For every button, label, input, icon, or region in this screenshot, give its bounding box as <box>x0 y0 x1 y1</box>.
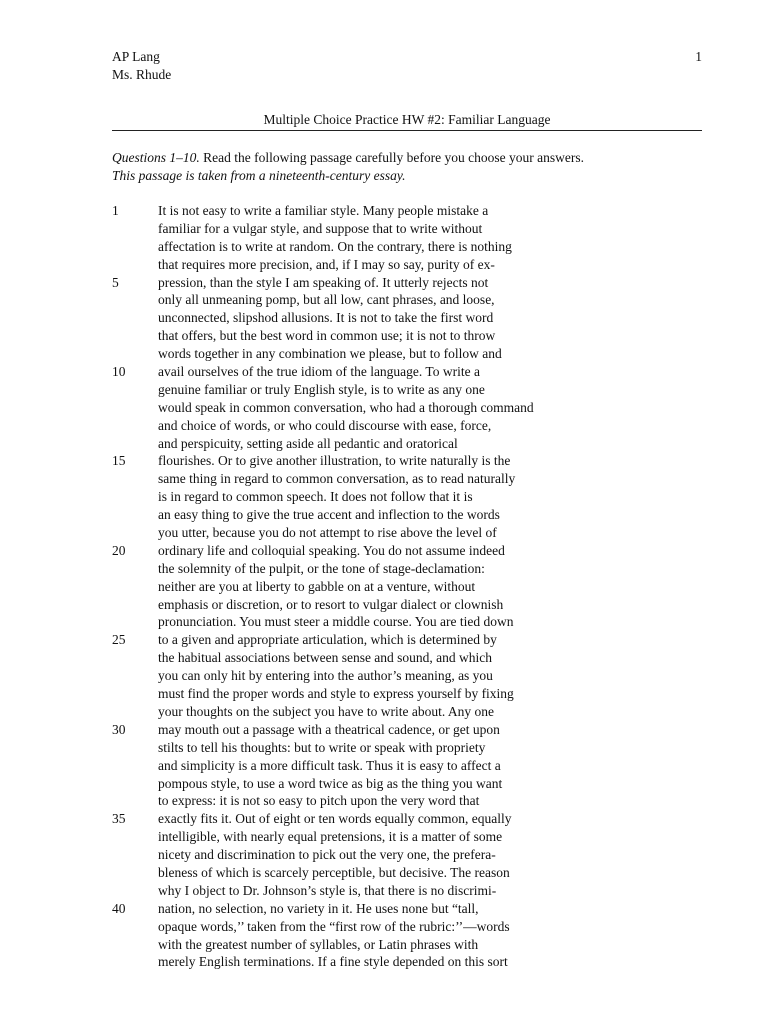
intro-line <box>112 149 584 167</box>
line-text: words together in any combination we please, but to follow and <box>158 346 502 362</box>
line-number: 10 <box>112 364 126 380</box>
passage-line <box>112 667 712 685</box>
line-text: affectation is to write at random. On the contrary, there is nothing <box>158 238 512 254</box>
passage-line <box>112 524 712 542</box>
line-text: your thoughts on the subject you have to write about. Any one <box>158 703 494 719</box>
line-text: must find the proper words and style to express yourself by fixing <box>158 686 514 702</box>
passage-line <box>112 435 712 453</box>
passage-line <box>112 882 712 900</box>
line-text: to express: it is not so easy to pitch upon the very word that <box>158 793 480 809</box>
line-text: that requires more precision, and, if I may so say, purity of ex- <box>158 256 495 272</box>
passage-line <box>112 202 712 220</box>
passage-line <box>112 363 712 381</box>
passage-line <box>112 739 712 757</box>
passage-line <box>112 703 712 721</box>
passage-line <box>112 631 712 649</box>
line-text: an easy thing to give the true accent and inflection to the words <box>158 507 500 523</box>
line-text: and perspicuity, setting aside all pedantic and oratorical <box>158 435 458 451</box>
line-text: merely English terminations. If a fine style depended on this sort <box>158 954 508 970</box>
line-text: avail ourselves of the true idiom of the language. To write a <box>158 364 480 380</box>
line-text: It is not easy to write a familiar style. Many people mistake a <box>158 203 489 218</box>
passage-line <box>112 399 712 417</box>
line-text: familiar for a vulgar style, and suppose that to write without <box>158 220 483 236</box>
line-text: that offers, but the best word in common use; it is not to throw <box>158 328 496 344</box>
passage-line <box>112 220 712 238</box>
passage-line <box>112 542 712 560</box>
passage-line <box>112 291 712 309</box>
line-text: neither are you at liberty to gabble on at a venture, without <box>158 578 476 594</box>
line-text: is in regard to common speech. It does not follow that it is <box>158 489 473 505</box>
line-number: 40 <box>112 900 126 916</box>
passage-line <box>112 757 712 775</box>
passage-line <box>112 864 712 882</box>
line-text: with the greatest number of syllables, or Latin phrases with <box>158 936 479 952</box>
page-number: 1 <box>695 49 702 64</box>
line-text: and choice of words, or who could discourse with ease, force, <box>158 417 492 433</box>
passage-line <box>112 417 712 435</box>
line-text: to a given and appropriate articulation, which is determined by <box>158 632 497 648</box>
passage <box>112 202 712 971</box>
line-number: 30 <box>112 721 126 737</box>
intro-block <box>112 149 584 184</box>
passage-line <box>112 721 712 739</box>
line-text: only all unmeaning pomp, but all low, cant phrases, and loose, <box>158 292 495 308</box>
instruction-text: Read the following passage carefully before you choose your answers. <box>199 150 584 165</box>
passage-line <box>112 613 712 631</box>
line-number: 15 <box>112 453 126 469</box>
line-text: would speak in common conversation, who had a thorough command <box>158 399 534 415</box>
line-text: you utter, because you do not attempt to rise above the level of <box>158 525 497 541</box>
passage-line <box>112 560 712 578</box>
line-text: opaque words,’’ taken from the “first row of the rubric:’’—words <box>158 918 510 934</box>
teacher-name: Ms. Rhude <box>112 67 172 82</box>
passage-line <box>112 452 712 470</box>
line-number: 1 <box>112 203 119 218</box>
passage-line <box>112 918 712 936</box>
passage-line <box>112 327 712 345</box>
passage-line <box>112 506 712 524</box>
document-title: Multiple Choice Practice HW #2: Familiar Language <box>263 112 551 127</box>
line-text: exactly fits it. Out of eight or ten words equally common, equally <box>158 811 512 827</box>
header-block <box>112 48 171 84</box>
line-text: emphasis or discretion, or to resort to vulgar dialect or clownish <box>158 596 504 612</box>
line-text: the solemnity of the pulpit, or the tone of stage-declamation: <box>158 560 485 576</box>
line-text: why I object to Dr. Johnson’s style is, that there is no discrimi- <box>158 882 497 898</box>
title-divider <box>112 130 702 131</box>
line-number: 20 <box>112 542 126 558</box>
passage-line <box>112 470 712 488</box>
line-text: pression, than the style I am speaking of. It utterly rejects not <box>158 274 489 290</box>
line-text: nicety and discrimination to pick out the very one, the prefera- <box>158 847 496 863</box>
line-text: and simplicity is a more difficult task. Thus it is easy to affect a <box>158 757 501 773</box>
passage-line <box>112 953 712 971</box>
passage-line <box>112 810 712 828</box>
line-text: ordinary life and colloquial speaking. You do not assume indeed <box>158 542 505 558</box>
line-text: flourishes. Or to give another illustration, to write naturally is the <box>158 453 511 469</box>
passage-line <box>112 685 712 703</box>
line-text: stilts to tell his thoughts: but to write or speak with propriety <box>158 739 486 755</box>
passage-line <box>112 381 712 399</box>
line-text: genuine familiar or truly English style, is to write as any one <box>158 381 485 397</box>
line-text: bleness of which is scarcely perceptible, but decisive. The reason <box>158 864 510 880</box>
line-text: intelligible, with nearly equal pretensions, it is a matter of some <box>158 829 503 845</box>
line-text: you can only hit by entering into the author’s meaning, as you <box>158 668 493 684</box>
passage-line <box>112 578 712 596</box>
passage-line <box>112 488 712 506</box>
passage-line <box>112 596 712 614</box>
passage-line <box>112 846 712 864</box>
line-number: 25 <box>112 632 126 648</box>
line-text: nation, no selection, no variety in it. He uses none but “tall, <box>158 900 479 916</box>
line-text: the habitual associations between sense and sound, and which <box>158 650 493 666</box>
line-text: may mouth out a passage with a theatrical cadence, or get upon <box>158 721 500 737</box>
line-text: pompous style, to use a word twice as big as the thing you want <box>158 775 503 791</box>
line-number: 35 <box>112 811 126 827</box>
passage-line <box>112 900 712 918</box>
passage-line <box>112 936 712 954</box>
passage-line <box>112 256 712 274</box>
line-number: 5 <box>112 274 119 290</box>
line-text: pronunciation. You must steer a middle course. You are tied down <box>158 614 514 630</box>
passage-line <box>112 649 712 667</box>
source-note: This passage is taken from a nineteenth-century essay. <box>112 167 406 183</box>
questions-label: Questions 1–10. <box>112 150 200 165</box>
passage-line <box>112 345 712 363</box>
line-text: same thing in regard to common conversation, as to read naturally <box>158 471 516 487</box>
course-name: AP Lang <box>112 49 160 64</box>
line-text: unconnected, slipshod allusions. It is not to take the first word <box>158 310 494 326</box>
passage-line <box>112 775 712 793</box>
passage-line <box>112 828 712 846</box>
passage-line <box>112 309 712 327</box>
passage-line <box>112 238 712 256</box>
passage-line <box>112 792 712 810</box>
passage-line <box>112 274 712 292</box>
